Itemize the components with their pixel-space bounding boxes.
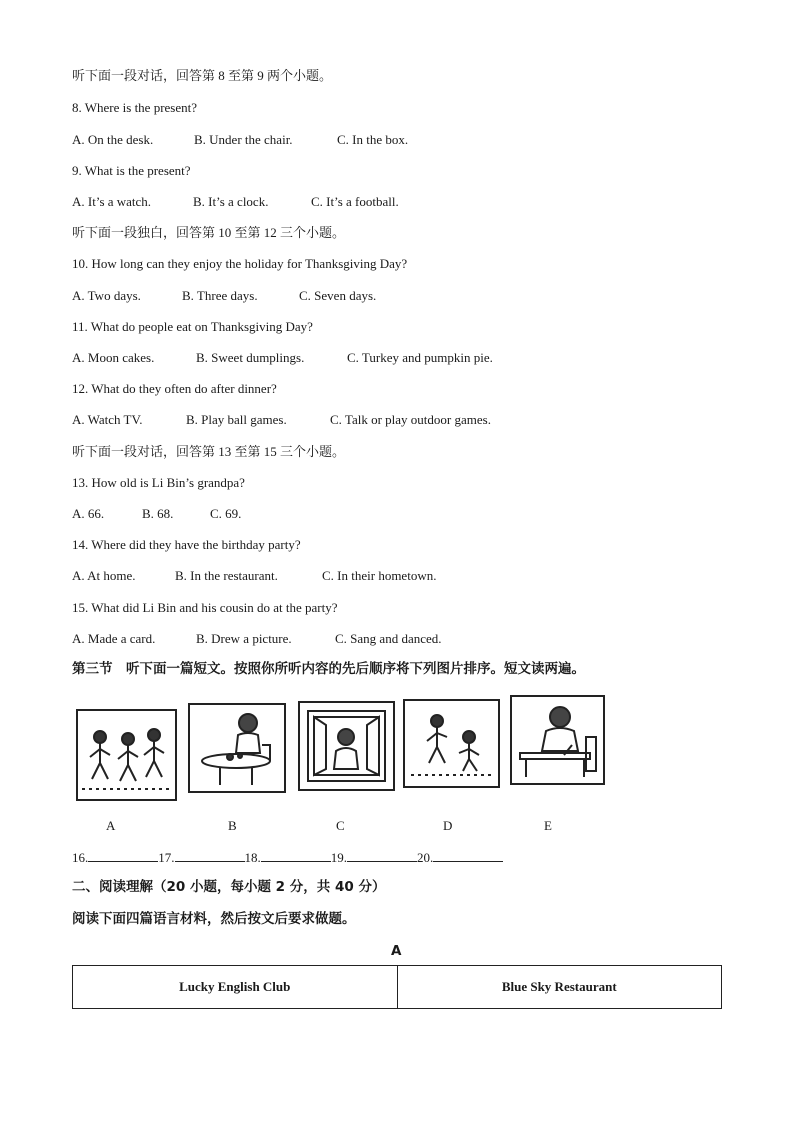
question-15-options	[72, 631, 442, 647]
picture-row	[72, 695, 612, 805]
picture-e-boy-writing	[510, 695, 605, 785]
option-b: B. Under the chair.	[194, 132, 293, 147]
section-heading-13-15: 听下面一段对话，回答第 13 至第 15 三个小题。	[72, 444, 346, 459]
option-b: B. Play ball games.	[186, 412, 287, 427]
option-a: A. Two days.	[72, 288, 141, 303]
question-12: 12. What do they often do after dinner?	[72, 381, 277, 396]
question-13: 13. How old is Li Bin’s grandpa?	[72, 475, 245, 490]
question-11: 11. What do people eat on Thanksgiving Day?	[72, 319, 313, 334]
option-c: C. Sang and danced.	[335, 631, 442, 646]
blank-19-label: 19.	[330, 850, 347, 865]
option-b: B. Sweet dumplings.	[196, 350, 305, 365]
reading-instruction: 阅读下面四篇语言材料，然后按文后要求做题。	[72, 911, 356, 927]
question-12-options	[72, 412, 491, 428]
blank-16-label: 16.	[72, 850, 89, 865]
option-b: B. It’s a clock.	[193, 194, 269, 209]
question-8: 8. Where is the present?	[72, 100, 198, 115]
picture-label-e: E	[544, 818, 552, 833]
blank-17[interactable]	[175, 849, 245, 862]
option-c: C. It’s a football.	[311, 194, 399, 209]
question-9: 9. What is the present?	[72, 163, 191, 178]
question-14-options	[72, 568, 436, 584]
blank-20[interactable]	[433, 849, 503, 862]
option-a: A. At home.	[72, 568, 136, 583]
picture-label-d: D	[443, 818, 453, 833]
question-10: 10. How long can they enjoy the holiday for Thanksgiving Day?	[72, 256, 408, 271]
blank-18[interactable]	[261, 849, 331, 862]
option-c: C. Talk or play outdoor games.	[330, 412, 491, 427]
option-a: A. 66.	[72, 506, 105, 521]
option-c: C. Turkey and pumpkin pie.	[347, 350, 493, 365]
option-c: C. In their hometown.	[322, 568, 437, 583]
part3-title: 第三节 听下面一篇短文。按照你所听内容的先后顺序将下列图片排序。短文读两遍。	[72, 661, 585, 677]
option-a: A. Moon cakes.	[72, 350, 155, 365]
section-heading-8-9: 听下面一段对话，回答第 8 至第 9 两个小题。	[72, 68, 333, 83]
option-a: A. It’s a watch.	[72, 194, 152, 209]
option-a: A. Watch TV.	[72, 412, 143, 427]
option-a: A. On the desk.	[72, 132, 154, 147]
option-b: B. Drew a picture.	[196, 631, 292, 646]
picture-d-kids-playing	[403, 699, 500, 788]
section-heading-10-12: 听下面一段独白，回答第 10 至第 12 三个小题。	[72, 225, 346, 240]
picture-a-children-running	[76, 709, 177, 801]
blank-18-label: 18.	[244, 850, 261, 865]
option-b: B. In the restaurant.	[175, 568, 278, 583]
question-11-options	[72, 350, 493, 366]
table-header-blue-sky-restaurant: Blue Sky Restaurant	[397, 966, 722, 1008]
blank-20-label: 20.	[417, 850, 434, 865]
picture-c-boy-at-window	[298, 701, 395, 791]
option-c: C. In the box.	[337, 132, 409, 147]
option-c: C. Seven days.	[299, 288, 377, 303]
picture-label-a: A	[106, 818, 116, 833]
passage-letter: A	[391, 943, 402, 959]
part2-title: 二、阅读理解（20 小题，每小题 2 分，共 40 分）	[72, 879, 386, 895]
question-10-options	[72, 288, 376, 304]
option-b: B. 68.	[142, 506, 174, 521]
answer-blanks	[72, 849, 503, 866]
blank-19[interactable]	[347, 849, 417, 862]
reading-table	[72, 965, 722, 1009]
option-b: B. Three days.	[182, 288, 258, 303]
blank-17-label: 17.	[158, 850, 175, 865]
question-8-options	[72, 132, 408, 148]
question-14: 14. Where did they have the birthday party?	[72, 537, 301, 552]
question-15: 15. What did Li Bin and his cousin do at the party?	[72, 600, 338, 615]
picture-label-b: B	[228, 818, 237, 833]
option-a: A. Made a card.	[72, 631, 156, 646]
option-c: C. 69.	[210, 506, 242, 521]
question-9-options	[72, 194, 399, 210]
question-13-options	[72, 506, 241, 522]
table-header-lucky-english-club: Lucky English Club	[179, 979, 291, 994]
picture-label-c: C	[336, 818, 345, 833]
blank-16[interactable]	[88, 849, 158, 862]
picture-b-boy-eating	[188, 703, 286, 793]
